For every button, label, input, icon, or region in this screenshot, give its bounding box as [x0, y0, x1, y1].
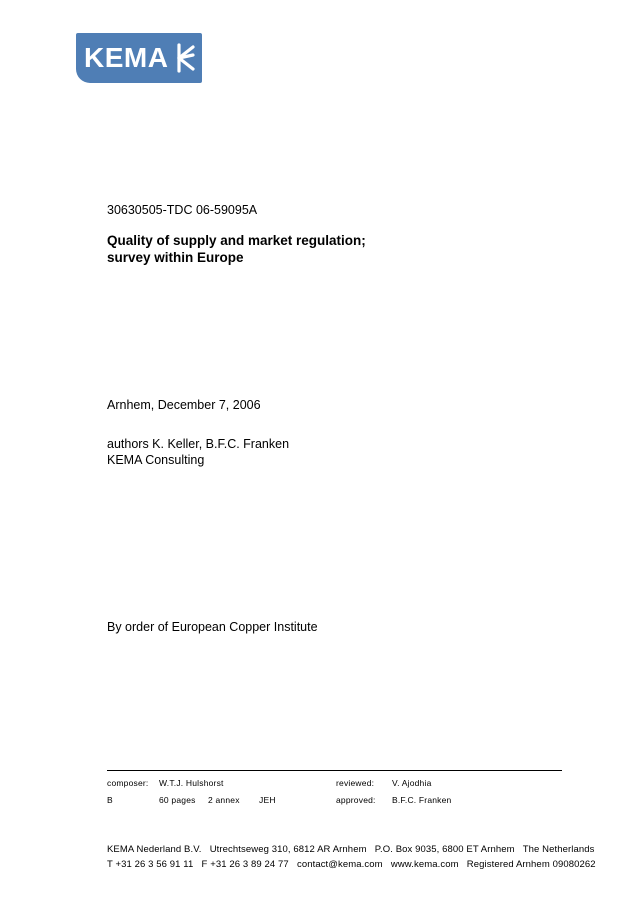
title-line-2: survey within Europe	[107, 250, 244, 265]
version-code: B	[107, 795, 113, 805]
document-title	[107, 232, 366, 266]
footer-contact: T +31 26 3 56 91 11 F +31 26 3 89 24 77 contact@kema.com www.kema.com Registered Arnhem 09080262	[107, 859, 596, 870]
divider	[107, 770, 562, 771]
logo-text: KEMA	[84, 42, 169, 73]
footer-address: KEMA Nederland B.V. Utrechtseweg 310, 6812 AR Arnhem P.O. Box 9035, 6800 ET Arnhem The Netherlands	[107, 844, 595, 855]
place-date: Arnhem, December 7, 2006	[107, 398, 261, 412]
reviewed-label: reviewed:	[336, 778, 375, 788]
authors-line: authors K. Keller, B.F.C. Franken	[107, 437, 290, 451]
kema-mark-icon	[171, 43, 197, 73]
order-statement: By order of European Copper Institute	[107, 620, 318, 634]
composer-name: W.T.J. Hulshorst	[159, 778, 224, 788]
organization: KEMA Consulting	[107, 453, 205, 467]
approver-name: B.F.C. Franken	[392, 795, 452, 805]
approved-label: approved:	[336, 795, 376, 805]
kema-logo	[76, 33, 202, 83]
reviewer-name: V. Ajodhia	[392, 778, 432, 788]
document-number: 30630505-TDC 06-59095A	[107, 203, 258, 217]
authors-block	[107, 436, 289, 468]
annex-count: 2 annex	[208, 795, 240, 805]
page-count: 60 pages	[159, 795, 196, 805]
composer-label: composer:	[107, 778, 149, 788]
title-line-1: Quality of supply and market regulation;	[107, 233, 366, 248]
initials: JEH	[259, 795, 276, 805]
